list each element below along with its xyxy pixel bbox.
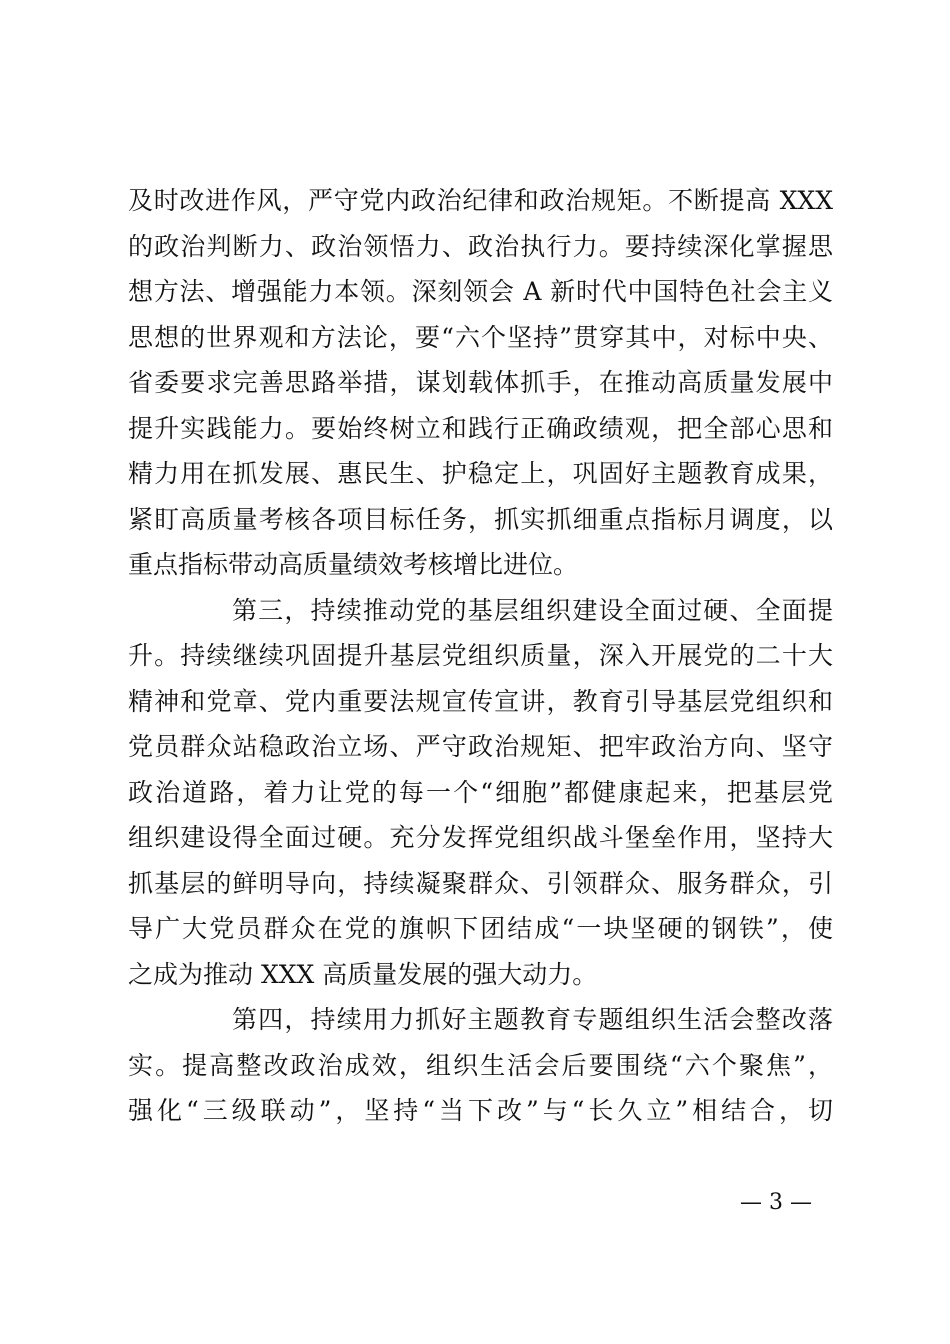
text-line: 之成为推动 XXX 高质量发展的强大动力。 — [128, 959, 598, 989]
text-line: 提升实践能力。要始终树立和践行正确政绩观，把全部心思和 — [128, 413, 833, 443]
text-line: 第四，持续用力抓好主题教育专题组织生活会整改落 — [232, 1005, 833, 1034]
text-line: 组织建设得全面过硬。充分发挥党组织战斗堡垒作用，坚持大 — [128, 823, 833, 852]
text-line: 精神和党章、党内重要法规宣传宣讲，教育引导基层党组织和 — [128, 686, 833, 716]
text-line: 导广大党员群众在党的旗帜下团结成“一块坚硬的钢铁”，使 — [128, 914, 833, 943]
text-line: 第三，持续推动党的基层组织建设全面过硬、全面提 — [232, 595, 833, 625]
text-line: 抓基层的鲜明导向，持续凝聚群众、引领群众、服务群众，引 — [128, 868, 833, 898]
body-text — [128, 178, 833, 1134]
text-line: 精力用在抓发展、惠民生、护稳定上，巩固好主题教育成果， — [128, 459, 833, 488]
text-line: 政治道路，着力让党的每一个“细胞”都健康起来，把基层党 — [128, 777, 833, 807]
text-line: 省委要求完善思路举措，谋划载体抓手，在推动高质量发展中 — [128, 368, 833, 397]
paragraph-third-point — [128, 588, 833, 998]
text-line: 重点指标带动高质量绩效考核增比进位。 — [128, 550, 579, 579]
paragraph-fourth-point — [128, 997, 833, 1134]
text-line: 的政治判断力、政治领悟力、政治执行力。要持续深化掌握思 — [128, 231, 833, 261]
paragraph-continued — [128, 178, 833, 588]
text-line: 想方法、增强能力本领。深刻领会 A 新时代中国特色社会主义 — [128, 277, 833, 306]
text-line: 及时改进作风，严守党内政治纪律和政治规矩。不断提高 XXX — [128, 186, 833, 215]
text-line: 党员群众站稳政治立场、严守政治规矩、把牢政治方向、坚守 — [128, 732, 833, 761]
page-number: — 3 — — [740, 1190, 812, 1215]
text-line: 思想的世界观和方法论，要“六个坚持”贯穿其中，对标中央、 — [128, 322, 833, 352]
text-line: 实。提高整改政治成效，组织生活会后要围绕“六个聚焦”， — [128, 1050, 833, 1080]
text-line: 升。持续继续巩固提升基层党组织质量，深入开展党的二十大 — [128, 641, 833, 670]
text-line: 强化“三级联动”，坚持“当下改”与“长久立”相结合，切 — [128, 1096, 833, 1125]
text-line: 紧盯高质量考核各项目标任务，抓实抓细重点指标月调度，以 — [128, 504, 833, 534]
